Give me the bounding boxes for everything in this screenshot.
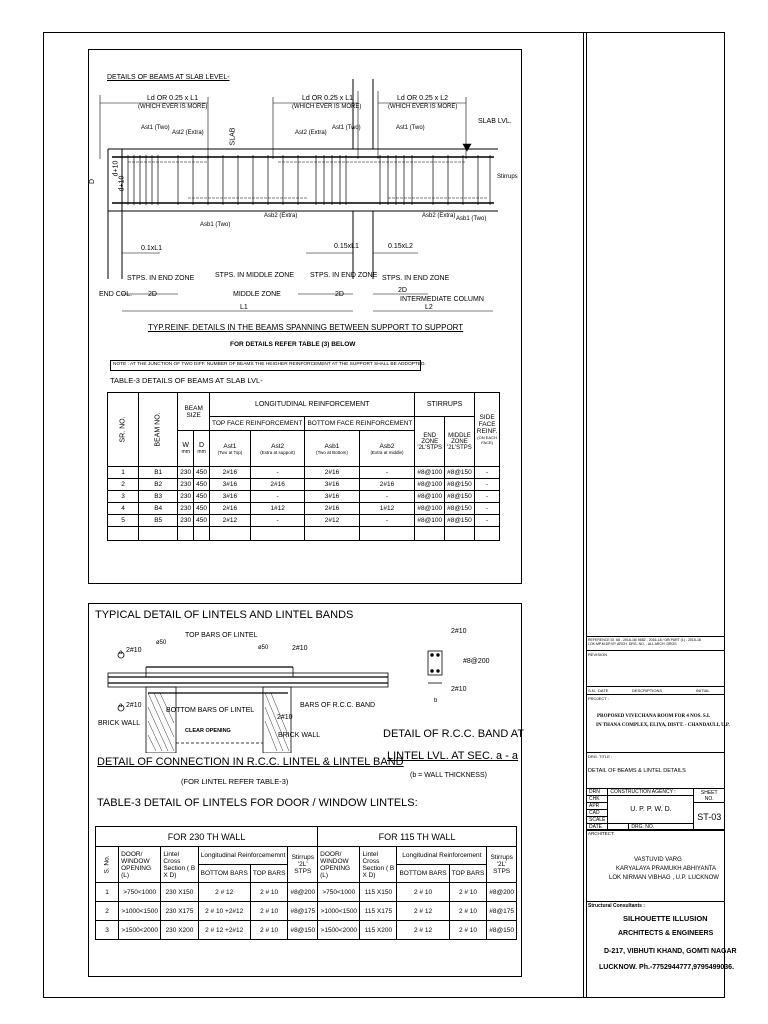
label-2d-3: 2D [398,287,407,294]
cell-sn: 2 [96,902,119,921]
cell-o2: >750<1000 [318,883,360,902]
dim-which-1: (WHICH EVER IS MORE) [138,104,208,110]
col-cross-230: Lintel Cross Section ( B X D) [161,847,198,883]
col-sr-no: SR. NO. [119,416,127,443]
project-name: PROPOSED VIVECHANA ROOM FOR 4 NOS. S.I. [597,714,711,719]
label-band-2-10-top: 2#10 [451,628,467,635]
cell-asb1: 2#12 [305,515,359,527]
cell-end: #8@100 [415,515,445,527]
col-asb2-sub: (Extra at middle) [370,449,404,455]
col-s-no: S. No. [103,855,111,874]
col-end-zone: END ZONE '2L'STPS [415,417,445,467]
col-w: W [182,442,190,449]
cell-w: 230 [178,491,194,503]
cell-ast1: 3#16 [210,479,251,491]
sheet-divider [583,32,584,998]
tb-line [586,686,725,687]
label-band-2-10-bot: 2#10 [451,686,467,693]
col-asb1: Asb1 [324,442,340,450]
table-row [108,491,500,503]
tb-sheet-no: SHEET NO. [694,789,725,803]
col-long-115: Longitudinal Reinforcement [397,847,487,865]
col-middle-zone: MIDDLE ZONE '2L'STPS [445,417,475,467]
label-stps-end-1: STPS. IN END ZONE [127,275,195,282]
label-band-stirrup: #8@200 [463,658,490,665]
cell-end: #8@100 [415,503,445,515]
cell-t2: 2 # 10 [449,921,487,940]
cell-mid: #8@150 [445,515,475,527]
cell-b2: 2 # 12 [397,921,449,940]
cell-asb1: 3#16 [305,479,359,491]
col-side-face: SIDE FACE REINF. [476,414,498,435]
cell-asb1: 2#16 [305,467,359,479]
cell-t2: 2 # 10 [449,902,487,921]
cell-asb2: - [359,467,415,479]
label-asb1-2: Asb1 (Two) [456,216,487,222]
label-d: D [89,178,97,185]
label-ast2-1: Ast2 (Extra) [172,130,204,136]
cell-s1: #8@175 [288,902,318,921]
cell-c2: 115 X175 [360,902,397,921]
label-ast1-1: Ast1 (Two) [141,125,170,131]
dim-ld-2: Ld OR 0.25 x L1 [302,95,353,102]
tb-drg-no: DRG. NO. [629,824,694,831]
label-slab: SLAB [229,127,237,146]
col-stirrups-230: Stirrups '2L' STPS [288,847,318,883]
label-brick-wall-right: BRICK WALL [278,732,321,739]
cell-asb2: 1#12 [359,503,415,515]
cell-o1: >1000<1500 [119,902,161,921]
cell-o1: >750<1000 [119,883,161,902]
lintel-title: TYPICAL DETAIL OF LINTELS AND LINTEL BANDS [95,609,354,621]
label-ast1-2: Ast1 (Two) [332,125,361,131]
tb-agency: U. P. P. W. D. [608,796,694,824]
reference-id: REFERENCE ID. 68 - 2016-18/ 5682 - 2016-18 / 0/B PART (1) - 2016-18 LOK.MP.M.DP.VP. ARCH. DRG. NO. - ALL ARCH. DRGS [588,638,701,646]
col-bottom-115: BOTTOM BARS [397,865,449,883]
col-w-unit: mm [181,449,190,455]
col-stirrups-115: Stirrups '2L' STPS [487,847,517,883]
col-stirrups: STIRRUPS [415,393,474,417]
connection-title: DETAIL OF CONNECTION IN R.C.C. LINTEL & LINTEL BAND [97,756,404,768]
dim-ld-1: Ld OR 0.25 x L1 [147,95,198,102]
label-2-10-a: 2#10 [126,647,142,654]
col-d-unit: mm [197,449,206,455]
col-ast2: Ast2 [271,442,285,450]
cell-w: 230 [178,503,194,515]
label-e50-a: ø50 [156,640,167,646]
cell-s2: #8@150 [487,921,517,940]
consultant-line-1: SILHOUETTE ILLUSION [623,914,708,923]
cell-end: #8@100 [415,479,445,491]
lintel-table [95,826,517,940]
cell-mid: #8@150 [445,467,475,479]
cell-ast2: 2#16 [250,479,305,491]
cell-beam: B3 [139,491,178,503]
connection-subtitle: (FOR LINTEL REFER TABLE-3) [181,777,289,786]
cell-w: 230 [178,515,194,527]
dim-0-15-l1: 0.15xL1 [334,243,359,250]
label-slab-lvl: SLAB LVL. [478,118,512,125]
table-row [108,467,500,479]
revision-label: REVISION [588,652,608,657]
cell-sr: 1 [108,467,139,479]
cell-c2: 115 X200 [360,921,397,940]
cell-sr: 4 [108,503,139,515]
lintel-115-header: FOR 115 TH WALL [318,827,517,847]
label-bars-rcc-band: BARS OF R.C.C. BAND [300,702,376,709]
cell-b2: 2 # 12 [397,902,449,921]
project-location: IN THANA COMPLEX, ELIYA, DISTT. - CHANDAULI, U.P. [596,723,730,728]
col-top-230: TOP BARS [250,865,288,883]
marker-a-bottom: a [119,703,123,709]
tb-line [586,901,725,902]
cell-s1: #8@200 [288,883,318,902]
cell-d: 450 [194,479,210,491]
cell-beam: B1 [139,467,178,479]
title-block-grid [586,788,725,831]
col-beam-no: BEAM NO. [154,412,162,447]
col-longitudinal: LONGITUDINAL REINFORCEMENT [210,393,415,417]
cell-d: 450 [194,491,210,503]
cell-mid: #8@150 [445,503,475,515]
cell-o2: >1000<1500 [318,902,360,921]
table-row [108,515,500,527]
label-stps-middle: STPS. IN MIDDLE ZONE [215,272,294,279]
drg-title-label: DRG. TITLE : [588,754,613,759]
cell-beam: B2 [139,479,178,491]
marker-a-top: a [119,650,123,656]
cell-asb1: 2#16 [305,503,359,515]
cell-s1: #8@150 [288,921,318,940]
cell-beam: B5 [139,515,178,527]
lintel-table-title: TABLE-3 DETAIL OF LINTELS FOR DOOR / WINDOW LINTELS: [97,797,418,809]
cell-s2: #8@200 [487,883,517,902]
dim-ld-3: Ld OR 0.25 x L2 [397,95,448,102]
label-intermediate-column: INTERMEDIATE COLUMN [400,296,484,303]
tb-line [586,694,725,695]
beam-section-title: TYP.REINF. DETAILS IN THE BEAMS SPANNING BETWEEN SUPPORT TO SUPPORT [148,323,464,332]
project-label: PROJECT : [588,696,609,701]
table-row [108,503,500,515]
col-asb1-sub: (Two at Bottom) [316,449,348,455]
col-d: D [199,442,205,449]
tb-sheet: ST-03 [694,803,725,831]
beam-section-refer: FOR DETAILS REFER TABLE (3) BELOW [230,341,356,348]
beam-detail-title: DETAILS OF BEAMS AT SLAB LEVEL- [107,74,230,81]
cell-c1: 230 X175 [161,902,198,921]
cell-side: - [474,503,500,515]
dim-which-3: (WHICH EVER IS MORE) [388,104,458,110]
cell-c1: 230 X150 [161,883,198,902]
cell-t1: 2 # 10 [250,902,288,921]
consultant-label: Structural Consultants : [588,903,645,909]
label-end-col: END COL. [99,291,133,298]
cell-sr: 2 [108,479,139,491]
cell-d: 450 [194,515,210,527]
cell-sn: 3 [96,921,119,940]
consultant-line-2: ARCHITECTS & ENGINEERS [618,930,714,937]
label-band-b: b [434,698,438,704]
drg-title: DETAIL OF BEAMS & LINTEL DETAILS [588,768,686,774]
label-e50-b: ø50 [258,645,269,651]
label-asb2-2: Asb2 (Extra) [422,213,456,219]
tb-agency-label: CONSTRUCTION AGENCY : [608,789,694,796]
architect-label: ARCHITECT: [588,831,615,836]
cell-sr: 5 [108,515,139,527]
consultant-line-4: LUCKNOW. Ph.-7752944777,9795499036. [599,964,735,971]
col-asb2: Asb2 [379,442,395,450]
rev-col-sn: S.N. [588,688,596,693]
col-beam-size: BEAM SIZE [178,393,210,431]
beam-table [107,392,500,541]
band-title-1: DETAIL OF R.C.C. BAND AT [383,728,524,740]
cell-b1: 2 # 12 [198,883,250,902]
cell-t2: 2 # 10 [449,883,487,902]
cell-w: 230 [178,467,194,479]
cell-asb2: - [359,491,415,503]
cell-b1: 2 # 12 +2#12 [198,921,250,940]
rev-col-initial: INITIAL [696,688,710,693]
cell-side: - [474,491,500,503]
cell-t1: 2 # 10 [250,883,288,902]
architect-line-3: LOK NIRMAN VIBHAG , U.P. LUCKNOW [609,875,719,881]
label-asb2-1: Asb2 (Extra) [264,213,298,219]
cell-mid: #8@150 [445,491,475,503]
label-ast1-3: Ast1 (Two) [396,125,425,131]
cell-ast1: 2#16 [210,503,251,515]
cell-s2: #8@175 [487,902,517,921]
cell-ast2: - [250,467,305,479]
cell-ast2: 1#12 [250,503,305,515]
cell-end: #8@100 [415,491,445,503]
label-stirrups: Stirrups [497,174,518,180]
tb-date: DATE [587,824,608,831]
tb-chk: CHK [587,796,608,803]
cell-b1: 2 # 10 +2#12 [198,902,250,921]
cell-d: 450 [194,467,210,479]
dim-0-15-l2: 0.15xL2 [388,243,413,250]
cell-asb2: 2#16 [359,479,415,491]
label-ast2-2: Ast2 (Extra) [295,130,327,136]
cell-ast1: 2#12 [210,515,251,527]
cell-c2: 115 X150 [360,883,397,902]
label-brick-wall-left: BRICK WALL [98,720,141,727]
tb-line [586,829,725,830]
cell-o1: >1500<2000 [119,921,161,940]
cell-mid: #8@150 [445,479,475,491]
cell-beam: B4 [139,503,178,515]
table-row [108,479,500,491]
cell-t1: 2 # 10 [250,921,288,940]
rev-col-date: DATE [598,688,609,693]
dim-0-1-l1: 0.1xL1 [141,245,163,252]
label-2-10-d: 2#10 [277,714,293,721]
consultant-line-3: D-217, VIBHUTI KHAND, GOMTI NAGAR [604,948,737,955]
note-text: NOTE : AT THE JUNCTION OF TWO DIFF. NUMBER OF BEAMS THE HEIGHER REINFORCEMENT AT THE SUPPORT SHALL BE ADDOPTED. [113,362,426,367]
label-l2: L2 [425,304,433,311]
lintel-230-header: FOR 230 TH WALL [96,827,318,847]
band-title-2: LINTEL LVL. AT SEC. a - a [387,750,519,762]
col-door-115: DOOR/ WINDOW OPENING (L) [318,847,360,883]
col-door-230: DOOR/ WINDOW OPENING (L) [119,847,161,883]
cell-b2: 2 # 10 [397,883,449,902]
label-d-plus-10-2: d+10 [118,175,126,192]
tb-drn: DRN [587,789,608,796]
architect-line-2: KARYALAYA PRAMUKH ABHIYANTA [616,866,717,872]
cell-side: - [474,515,500,527]
col-top-115: TOP BARS [449,865,487,883]
beam-table-title: TABLE-3 DETAILS OF BEAMS AT SLAB LVL- [110,376,263,385]
label-asb1-1: Asb1 (Two) [200,222,231,228]
cell-side: - [474,467,500,479]
cell-ast1: 3#16 [210,491,251,503]
table-row [96,883,517,902]
col-side-face-sub: (ON EACH FACE) [477,435,497,445]
tb-cad: CAD [587,810,608,817]
cell-w: 230 [178,479,194,491]
cell-c1: 230 X200 [161,921,198,940]
tb-line [586,752,725,753]
cell-ast1: 2#16 [210,467,251,479]
beam-drawing [88,49,522,329]
cell-ast2: - [250,515,305,527]
col-top-face: TOP FACE REINFORCEMENT [210,417,305,431]
col-ast1-sub: (Two at Top) [217,449,243,455]
col-ast2-sub: (Extra at support) [260,449,295,455]
cell-o2: >1500<2000 [318,921,360,940]
cell-sr: 3 [108,491,139,503]
cell-end: #8@100 [415,467,445,479]
tb-scale: SCALE [587,817,608,824]
col-cross-115: Lintel Cross Section ( B X D) [360,847,397,883]
rev-col-descriptions: DESCRIPTIONS [632,688,663,693]
label-2-10-b: 2#10 [292,645,308,652]
col-bottom-face: BOTTOM FACE REINFORCEMENT [305,417,415,431]
label-l1: L1 [240,304,248,311]
label-2d-2: 2D [335,291,344,298]
label-stps-end-3: STPS. IN END ZONE [382,275,450,282]
cell-asb1: 3#16 [305,491,359,503]
cell-asb2: - [359,515,415,527]
architect-line-1: VASTUVID VARG [634,857,682,863]
cell-sn: 1 [96,883,119,902]
tb-line [586,650,725,651]
col-ast1: Ast1 [223,442,237,450]
cell-side: - [474,479,500,491]
label-top-bars-lintel: TOP BARS OF LINTEL [185,632,258,639]
label-2d-1: 2D [148,291,157,298]
cell-d: 450 [194,503,210,515]
label-d-plus-10: d+10 [112,160,120,177]
label-bottom-bars-lintel: BOTTOM BARS OF LINTEL [166,707,255,714]
col-bottom-230: BOTTOM BARS [198,865,250,883]
table-row [96,902,517,921]
cell-ast2: - [250,491,305,503]
col-long-230: Longitudinal Reinforcememnt [198,847,288,865]
band-subtitle: (b = WALL THICKNESS) [410,772,487,779]
tb-apr: APR [587,803,608,810]
label-clear-opening: CLEAR OPENING [185,728,231,734]
label-middle-zone: MIDDLE ZONE [233,291,281,298]
dim-which-2: (WHICH EVER IS MORE) [292,104,362,110]
label-stps-end-2: STPS. IN END ZONE [310,272,378,279]
table-row [96,921,517,940]
label-2-10-c: 2#10 [126,702,142,709]
